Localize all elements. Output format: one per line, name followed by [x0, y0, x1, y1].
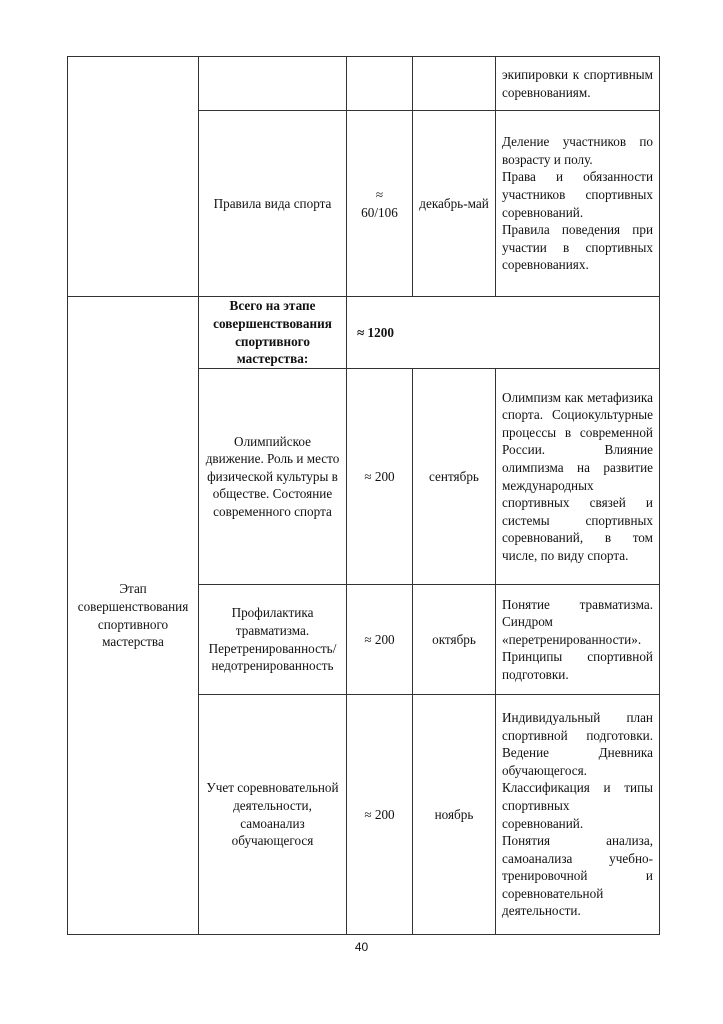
content-paragraph: Классификация и типы спортивных соревнований.: [502, 780, 653, 831]
month-cell: ноябрь: [413, 695, 496, 935]
table-row: [68, 297, 660, 369]
month-cell: [413, 57, 496, 111]
topic-cell: Учет соревновательной деятельности, самоанализ обучающегося: [199, 695, 347, 935]
month-cell: сентябрь: [413, 369, 496, 585]
content-cell: [496, 695, 660, 935]
table-row: [68, 57, 660, 111]
content-paragraph: Деление участников по возрасту и полу.: [502, 134, 653, 167]
content-cell: [496, 57, 660, 111]
hours-cell: [347, 111, 413, 297]
stage-cell-previous: [68, 57, 199, 297]
content-paragraph: Олимпизм как метафизика спорта. Социокультурные процессы в современной России. Влияние олимпизма на развитие международных спортивных связей и системы спортивных соревнований, в том числе, по виду спорта.: [502, 389, 653, 563]
total-label-cell: Всего на этапе совершенствования спортивного мастерства:: [199, 297, 347, 369]
topic-cell: Профилактика травматизма. Перетренированность/ недотренированность: [199, 585, 347, 695]
month-cell: декабрь-май: [413, 111, 496, 297]
month-cell: октябрь: [413, 585, 496, 695]
page-number: 40: [354, 940, 369, 954]
topic-cell: Олимпийское движение. Роль и место физической культуры в обществе. Состояние современного спорта: [199, 369, 347, 585]
total-value-cell: ≈ 1200: [347, 297, 660, 369]
content-cell: [496, 369, 660, 585]
content-paragraph: Индивидуальный план спортивной подготовки. Ведение Дневника обучающегося.: [502, 709, 653, 778]
hours-cell: ≈ 200: [347, 585, 413, 695]
approx-symbol: ≈: [375, 186, 384, 202]
hours-cell: ≈ 200: [347, 369, 413, 585]
content-paragraph: Права и обязанности участников спортивных соревнований.: [502, 169, 653, 220]
hours-cell: ≈ 200: [347, 695, 413, 935]
content-cell: [496, 111, 660, 297]
stage-cell: Этап совершенствования спортивного мастерства: [68, 297, 199, 935]
topic-cell: Правила вида спорта: [199, 111, 347, 297]
content-cell: [496, 585, 660, 695]
hours-cell: [347, 57, 413, 111]
content-paragraph: экипировки к спортивным соревнованиям.: [502, 66, 653, 100]
topic-cell: [199, 57, 347, 111]
training-plan-table: [67, 56, 660, 935]
content-paragraph: Понятия анализа, самоанализа учебно-тренировочной и соревновательной деятельности.: [502, 833, 653, 919]
hours-value: 60/106: [361, 204, 398, 220]
content-paragraph: Правила поведения при участии в спортивных соревнованиях.: [502, 222, 653, 273]
content-paragraph: Понятие травматизма. Синдром «перетренированности». Принципы спортивной подготовки.: [502, 596, 653, 682]
